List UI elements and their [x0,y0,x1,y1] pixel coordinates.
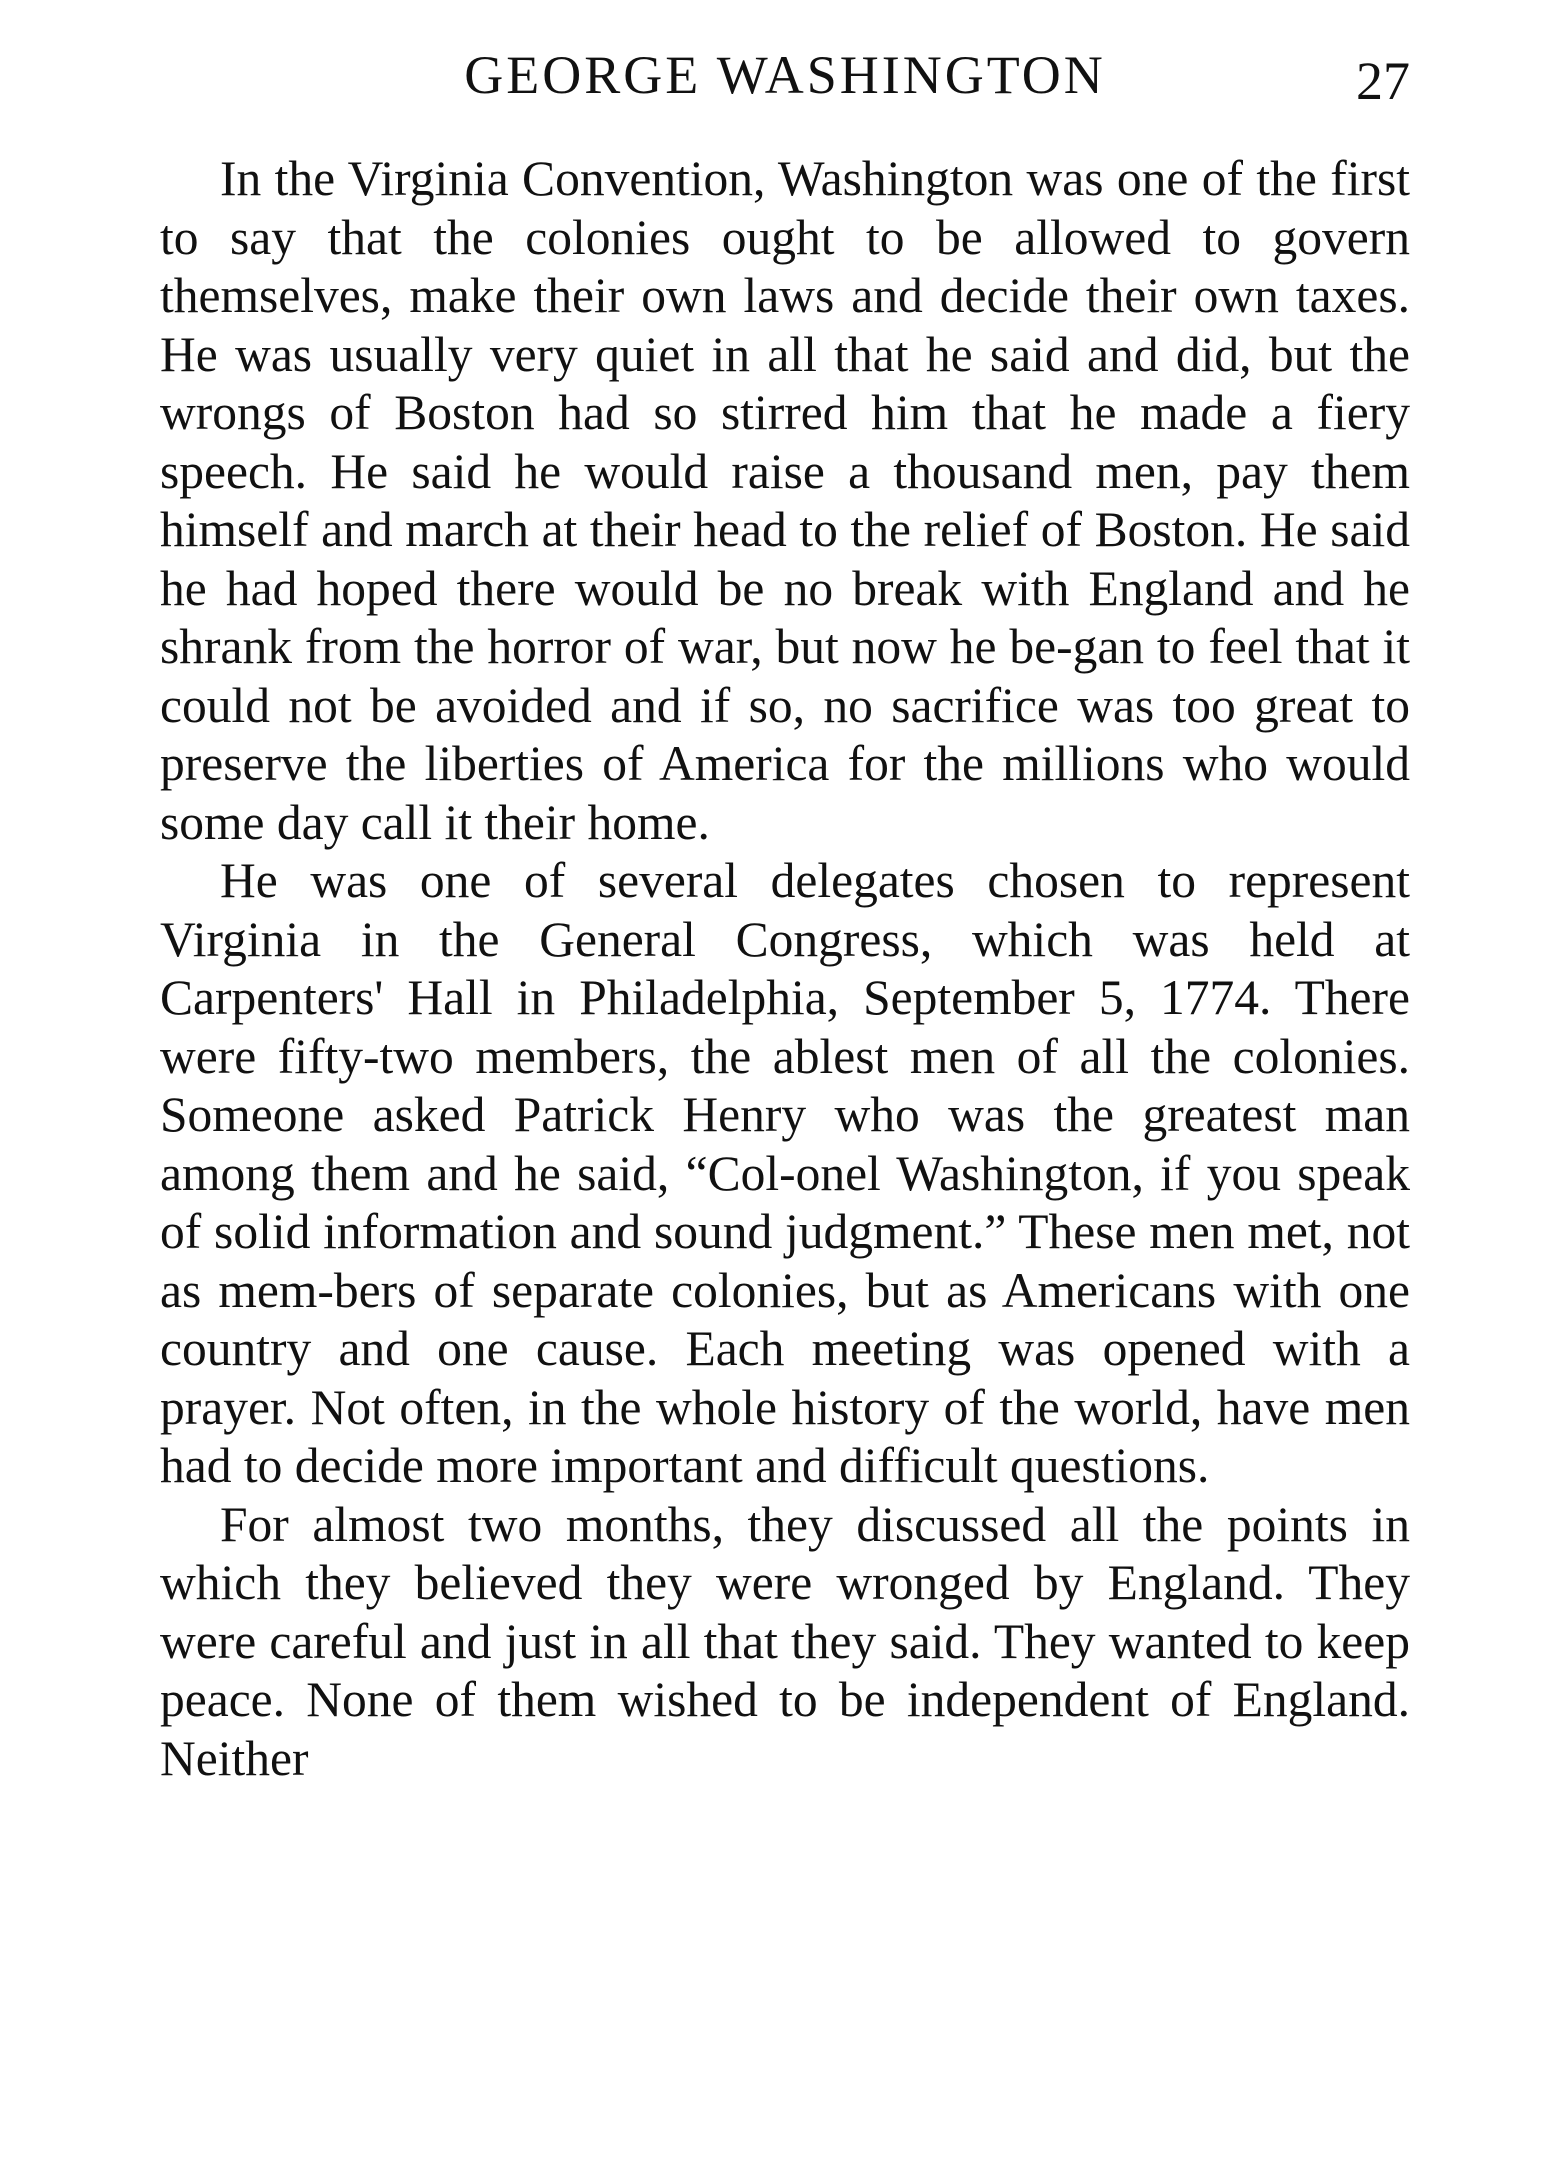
page-header [160,40,1410,110]
page-number: 27 [1356,51,1410,111]
paragraph-general-congress: He was one of several delegates chosen to represent Virginia in the General Congress, which was held at Carpenters' Hall in Philadelphia, September 5, 1774. There were fifty-two members, the ablest men of all the colonies. Someone asked Patrick Henry who was the greatest man among them and he said, “Col-onel Washington, if you speak of solid information and sound judgment.” These men met, not as mem-bers of separate colonies, but as Americans with one country and one cause. Each meeting was opened with a prayer. Not often, in the whole history of the world, have men had to decide more important and difficult questions. [160,853,1410,1493]
paragraph-two-months: For almost two months, they discussed all the points in which they believed they were wronged by England. They were careful and just in all that they said. They wanted to keep peace. None of them wished to be independent of England. Neither [160,1496,1410,1786]
paragraph-virginia-convention: In the Virginia Convention, Washington was one of the first to say that the colonies ought to be allowed to govern themselves, make their own laws and decide their own taxes. He was usually very quiet in all that he said and did, but the wrongs of Boston had so stirred him that he made a fiery speech. He said he would raise a thousand men, pay them himself and march at their head to the relief of Boston. He said he had hoped there would be no break with England and he shrank from the horror of war, but now he be-gan to feel that it could not be avoided and if so, no sacrifice was too great to preserve the liberties of America for the millions who would some day call it their home. [160,151,1410,850]
body-text [160,150,1410,1788]
running-title: GEORGE WASHINGTON [464,45,1106,105]
